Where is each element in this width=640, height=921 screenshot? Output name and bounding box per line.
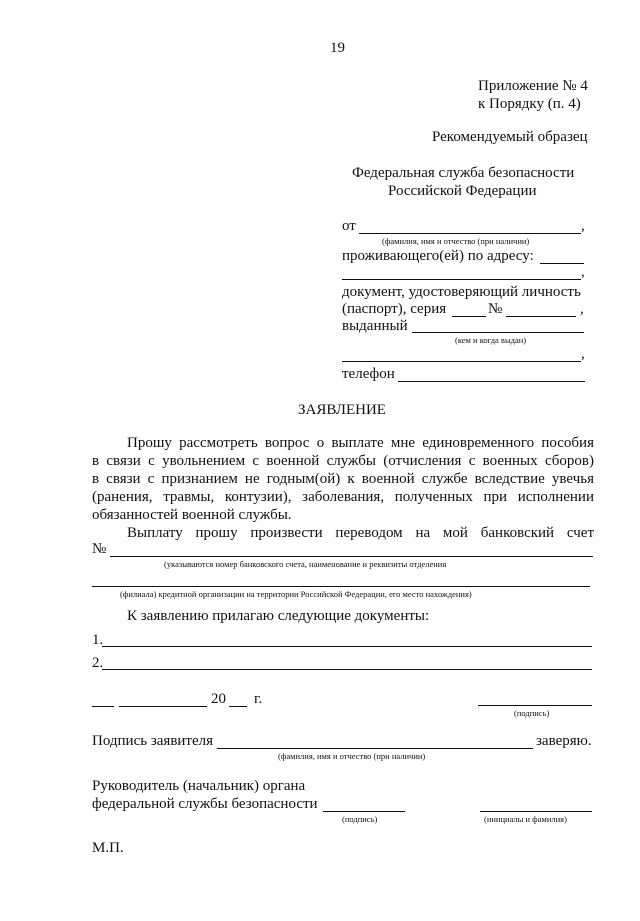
passport-comma: , bbox=[580, 301, 584, 317]
issued-line[interactable] bbox=[412, 332, 584, 333]
date-year-suffix: г. bbox=[254, 691, 263, 707]
number-sign: № bbox=[488, 301, 503, 317]
body-p2-l1: Выплату прошу произвести переводом на мой банковский счет bbox=[127, 525, 594, 541]
applicant-caption: (фамилия, имя и отчество (при наличии) bbox=[278, 751, 426, 761]
name-caption: (фамилия, имя и отчество (при наличии) bbox=[382, 236, 530, 246]
addressee-line2: Российской Федерации bbox=[388, 183, 537, 199]
account-sign: № bbox=[92, 541, 107, 557]
body-p1-l3: в связи с признанием не годным(ой) к военной службе вследствие увечья bbox=[92, 471, 594, 487]
body-p1-l1: Прошу рассмотреть вопрос о выплате мне единовременного пособия bbox=[127, 435, 594, 451]
from-line[interactable] bbox=[359, 233, 581, 234]
issued-line-2[interactable] bbox=[342, 361, 581, 362]
document-title: ЗАЯВЛЕНИЕ bbox=[298, 402, 386, 418]
attach-item2-line[interactable] bbox=[102, 669, 592, 670]
address-line[interactable] bbox=[342, 279, 581, 280]
recommended-sample: Рекомендуемый образец bbox=[432, 129, 588, 145]
date-year-prefix: 20 bbox=[211, 691, 226, 707]
appendix-line1: Приложение № 4 bbox=[478, 78, 588, 94]
addressee-line1: Федеральная служба безопасности bbox=[352, 165, 575, 181]
account-line[interactable] bbox=[110, 556, 593, 557]
attach-label: К заявлению прилагаю следующие документы: bbox=[127, 608, 430, 624]
head-line1: Руководитель (начальник) органа bbox=[92, 778, 306, 794]
residing-line[interactable] bbox=[540, 263, 584, 264]
branch-caption: (филиала) кредитной организации на территории Российской Федерации, его место нахождения) bbox=[120, 589, 472, 599]
issued-comma: , bbox=[581, 346, 585, 362]
body-p1-l2: в связи с увольнением с военной службы (отчисления с военных сборов) bbox=[92, 453, 594, 469]
address-comma: , bbox=[581, 264, 585, 280]
body-p1-l5: обязанностей военной службы. bbox=[92, 507, 292, 523]
residing-label: проживающего(ей) по адресу: bbox=[342, 248, 534, 264]
date-signature-line[interactable] bbox=[478, 705, 592, 706]
initials-line[interactable] bbox=[480, 811, 592, 812]
certify-text: заверяю. bbox=[536, 733, 592, 749]
date-year-line[interactable] bbox=[229, 706, 247, 707]
appendix-line2: к Порядку (п. 4) bbox=[478, 96, 581, 112]
body-p1-l4: (ранения, травмы, контузии), заболевания, полученных при исполнении bbox=[92, 489, 594, 505]
account-caption: (указываются номер банковского счета, наименование и реквизиты отделения bbox=[164, 559, 447, 569]
initials-caption: (инициалы и фамилия) bbox=[484, 814, 567, 824]
date-day-line[interactable] bbox=[92, 706, 114, 707]
head-signature-line[interactable] bbox=[323, 811, 405, 812]
phone-line[interactable] bbox=[398, 381, 585, 382]
date-signature-caption: (подпись) bbox=[514, 708, 550, 718]
from-comma: , bbox=[581, 218, 585, 234]
stamp-place: М.П. bbox=[92, 840, 124, 856]
head-line2: федеральной службы безопасности bbox=[92, 796, 318, 812]
number-line[interactable] bbox=[506, 316, 576, 317]
id-doc-label: документ, удостоверяющий личность bbox=[342, 284, 581, 300]
attach-item1-line[interactable] bbox=[102, 646, 592, 647]
applicant-line[interactable] bbox=[217, 748, 533, 749]
phone-label: телефон bbox=[342, 366, 395, 382]
attach-item2-number: 2. bbox=[92, 655, 104, 671]
page-number: 19 bbox=[330, 40, 345, 56]
passport-label: (паспорт), серия bbox=[342, 301, 447, 317]
issued-label: выданный bbox=[342, 318, 408, 334]
from-label: от bbox=[342, 218, 356, 234]
head-signature-caption: (подпись) bbox=[342, 814, 378, 824]
applicant-label: Подпись заявителя bbox=[92, 733, 214, 749]
series-line[interactable] bbox=[452, 316, 486, 317]
issued-caption: (кем и когда выдан) bbox=[455, 335, 527, 345]
date-month-line[interactable] bbox=[119, 706, 207, 707]
attach-item1-number: 1. bbox=[92, 632, 104, 648]
branch-line[interactable] bbox=[92, 586, 590, 587]
